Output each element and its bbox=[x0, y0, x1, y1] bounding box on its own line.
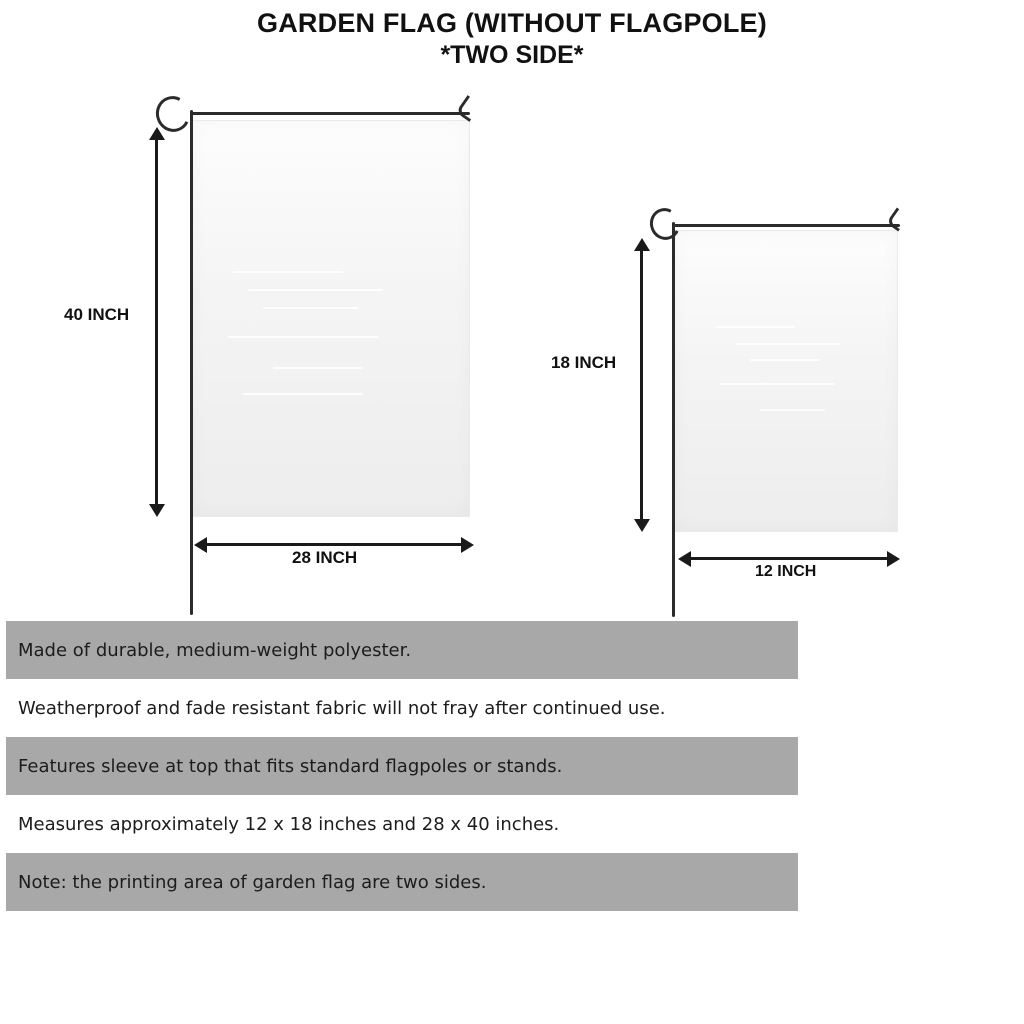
small-flag-pole-end-icon bbox=[886, 207, 909, 231]
title-line-1: GARDEN FLAG (WITHOUT FLAGPOLE) bbox=[257, 8, 767, 38]
small-flag-height-label: 18 INCH bbox=[551, 353, 617, 372]
large-flag-cloth bbox=[192, 120, 470, 517]
small-flag-width-label: 12 INCH bbox=[755, 563, 817, 580]
list-item bbox=[6, 621, 798, 679]
large-height-line bbox=[155, 138, 158, 508]
feature-text: Made of durable, medium-weight polyester. bbox=[18, 639, 412, 661]
feature-text: Note: the printing area of garden flag are two sides. bbox=[18, 871, 487, 893]
large-flag-width-label: 28 INCH bbox=[292, 548, 358, 567]
large-flag-pole-end-icon bbox=[456, 95, 482, 122]
feature-text: Features sleeve at top that fits standard flagpoles or stands. bbox=[18, 755, 563, 777]
feature-list bbox=[6, 621, 798, 911]
feature-text: Weatherproof and fade resistant fabric will not fray after continued use. bbox=[18, 697, 666, 719]
large-width-arrow-right bbox=[461, 537, 474, 553]
small-flag-cloth bbox=[674, 230, 898, 532]
small-width-line bbox=[689, 557, 889, 560]
list-item bbox=[6, 737, 798, 795]
small-height-arrow-bottom bbox=[634, 519, 650, 532]
large-height-arrow-bottom bbox=[149, 504, 165, 517]
large-width-line bbox=[205, 543, 463, 546]
large-flag-pole-arm bbox=[190, 112, 470, 115]
large-flag-height-label: 40 INCH bbox=[64, 305, 130, 324]
list-item bbox=[6, 679, 798, 737]
title-line-2: *TWO SIDE* bbox=[440, 41, 584, 69]
small-height-line bbox=[640, 249, 643, 523]
list-item bbox=[6, 795, 798, 853]
small-flag-pole bbox=[672, 222, 675, 617]
large-flag-pole bbox=[190, 110, 193, 615]
page-title bbox=[0, 6, 1024, 70]
feature-text: Measures approximately 12 x 18 inches and 28 x 40 inches. bbox=[18, 813, 560, 835]
small-flag-pole-arm bbox=[672, 224, 900, 227]
small-width-arrow-right bbox=[887, 551, 900, 567]
list-item bbox=[6, 853, 798, 911]
